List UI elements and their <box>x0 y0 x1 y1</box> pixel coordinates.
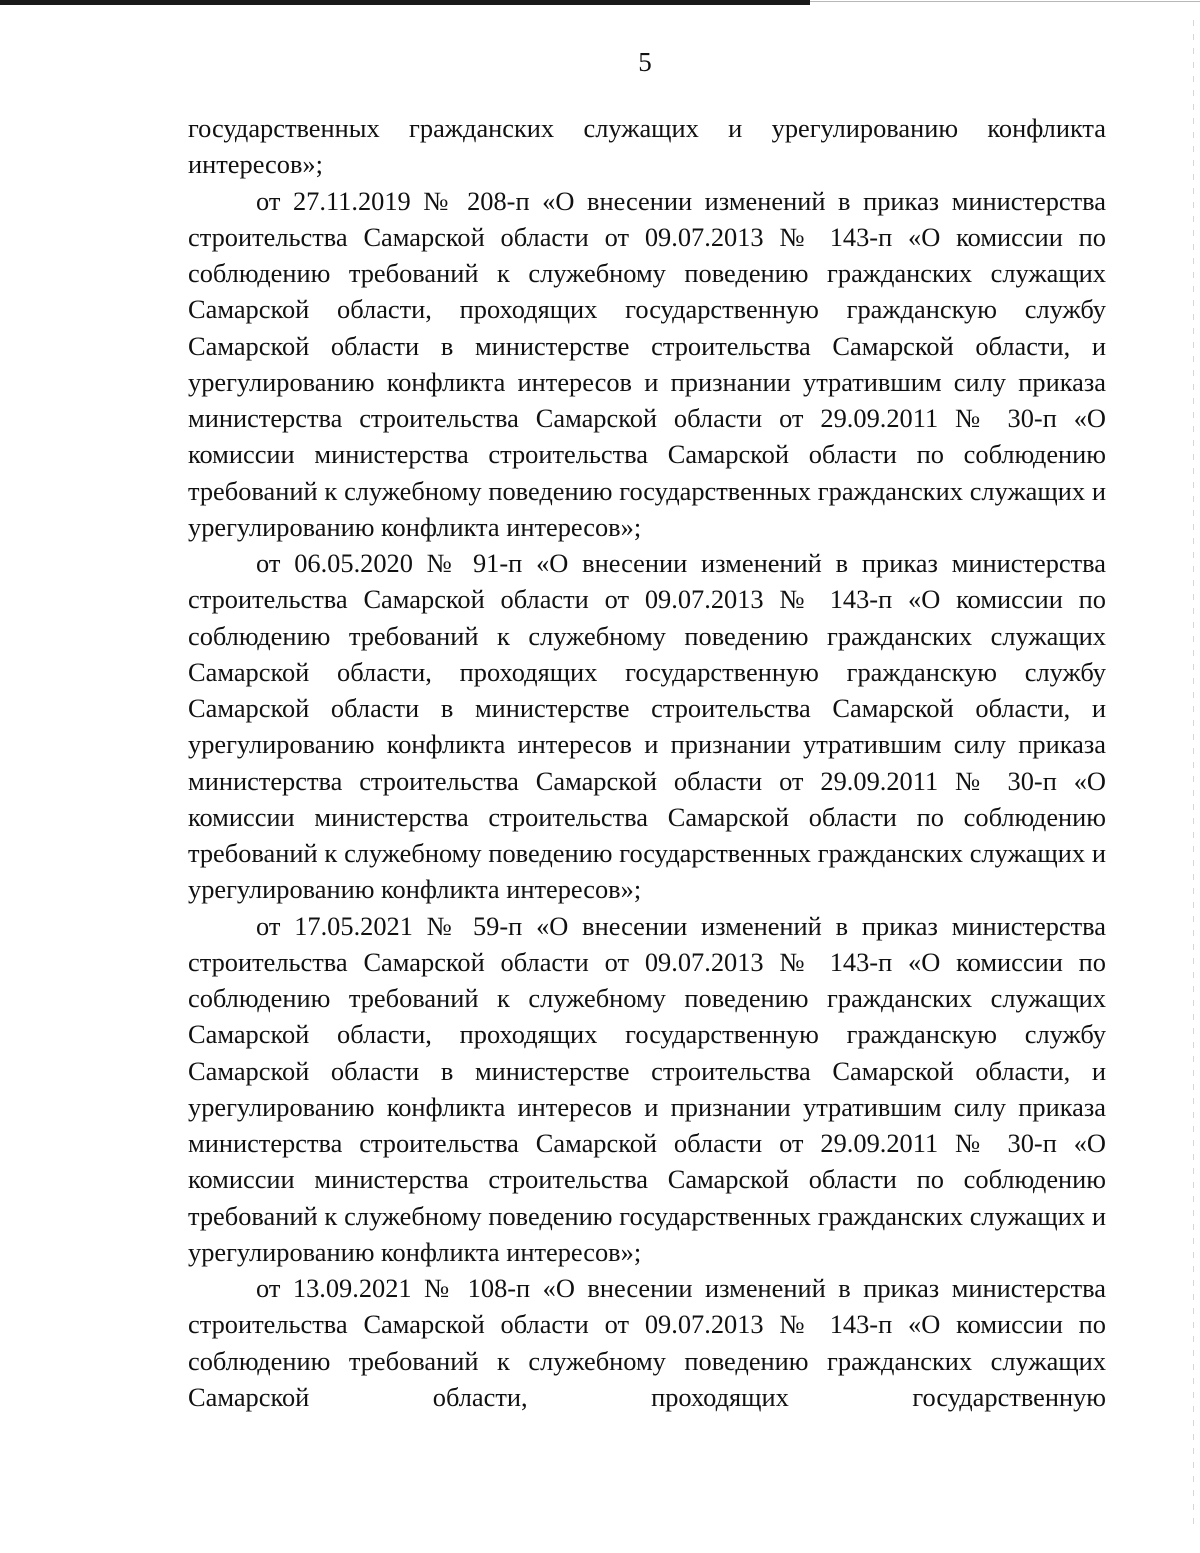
document-body <box>188 110 1106 1415</box>
scan-top-edge-thin <box>810 1 1200 2</box>
paragraph-2: от 27.11.2019 № 208-п «О внесении изменений в приказ министерства строительства Самарской области от 09.07.2013 № 143-п «О комиссии по соблюдению требований к служебному поведению гражданских служащих Самарской области, проходящих государственную гражданскую службу Самарской области в министерстве строительства Самарской области, и урегулированию конфликта интересов и признании утратившим силу приказа министерства строительства Самарской области от 29.09.2011 № 30-п «О комиссии министерства строительства Самарской области по соблюдению требований к служебному поведению государственных гражданских служащих и урегулированию конфликта интересов»; <box>188 185 1106 542</box>
paragraph-3: от 06.05.2020 № 91-п «О внесении изменений в приказ министерства строительства Самарской области от 09.07.2013 № 143-п «О комиссии по соблюдению требований к служебному поведению гражданских служащих Самарской области, проходящих государственную гражданскую службу Самарской области в министерстве строительства Самарской области, и урегулированию конфликта интересов и признании утратившим силу приказа министерства строительства Самарской области от 29.09.2011 № 30-п «О комиссии министерства строительства Самарской области по соблюдению требований к служебному поведению государственных гражданских служащих и урегулированию конфликта интересов»; <box>188 548 1106 905</box>
scan-top-edge <box>0 0 810 5</box>
paragraph-5: от 13.09.2021 № 108-п «О внесении изменений в приказ министерства строительства Самарской области от 09.07.2013 № 143-п «О комиссии по соблюдению требований к служебному поведению гражданских служащих Самарской области, проходящих государственную <box>188 1273 1106 1412</box>
paragraph-1: государственных гражданских служащих и урегулированию конфликта интересов»; <box>188 113 1106 180</box>
scan-right-edge <box>1193 20 1194 1530</box>
paragraph-4: от 17.05.2021 № 59-п «О внесении изменений в приказ министерства строительства Самарской области от 09.07.2013 № 143-п «О комиссии по соблюдению требований к служебному поведению гражданских служащих Самарской области, проходящих государственную гражданскую службу Самарской области в министерстве строительства Самарской области, и урегулированию конфликта интересов и признании утратившим силу приказа министерства строительства Самарской области от 29.09.2011 № 30-п «О комиссии министерства строительства Самарской области по соблюдению требований к служебному поведению государственных гражданских служащих и урегулированию конфликта интересов»; <box>188 910 1106 1267</box>
page-number: 5 <box>638 47 652 77</box>
